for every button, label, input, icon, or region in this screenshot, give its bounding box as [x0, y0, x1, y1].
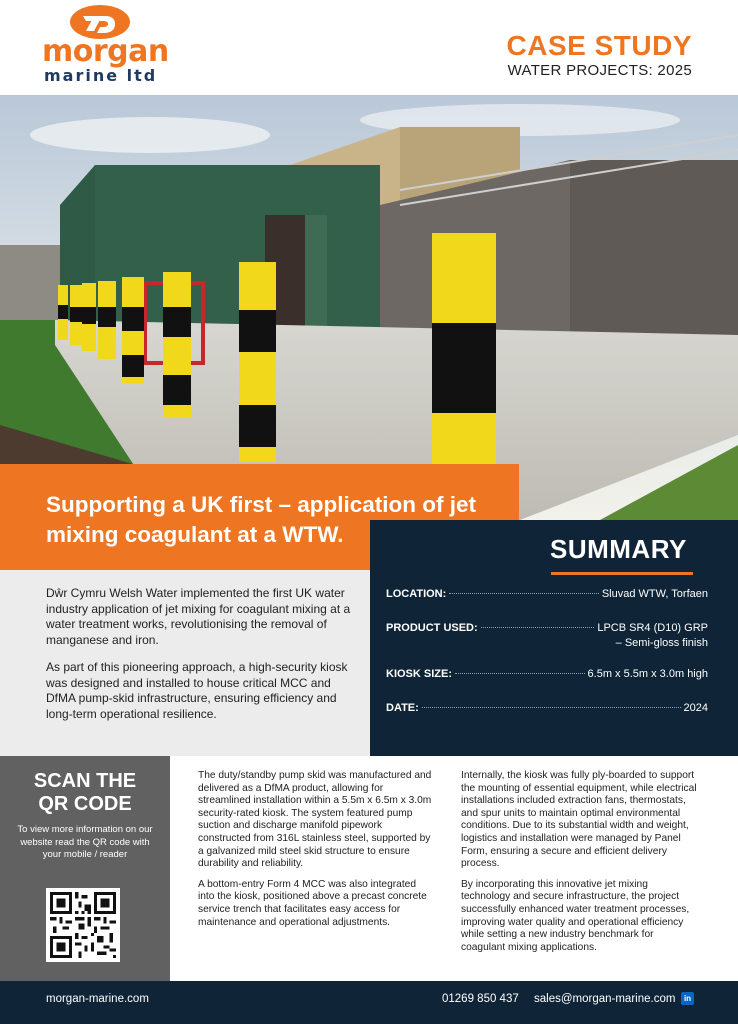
summary-row-date: [386, 702, 708, 714]
summary-label: LOCATION:: [386, 588, 447, 600]
summary-value: 6.5m x 5.5m x 3.0m high: [587, 668, 708, 680]
intro-paragraph-1: Dŵr Cymru Welsh Water implemented the first UK water industry application of jet mixing for coagulant mixing at a water treatment works, revolutionising the removal of manganese and iron.: [46, 586, 351, 647]
qr-code-icon: [50, 892, 116, 958]
footer-phone[interactable]: 01269 850 437: [442, 993, 519, 1005]
summary-value-extra: – Semi-gloss finish: [615, 637, 708, 649]
body-column-2: [461, 770, 697, 962]
qr-title-line2: QR CODE: [38, 793, 132, 815]
case-study-title: CASE STUDY: [506, 30, 692, 61]
header: [0, 0, 738, 95]
summary-row-kiosk-size: [386, 668, 708, 680]
body-column-1: [198, 770, 434, 937]
summary-value: LPCB SR4 (D10) GRP: [597, 622, 708, 634]
summary-value: 2024: [683, 702, 708, 714]
qr-title: [0, 770, 170, 816]
footer-email-link[interactable]: sales@morgan-marine.com: [534, 993, 676, 1005]
qr-instructions: To view more information on our website read the QR code with your mobile / reader: [17, 824, 153, 860]
body-paragraph: A bottom-entry Form 4 MCC was also integrated into the kiosk, positioned above a precast concrete service trench that facilitates easy access for maintenance and operational adjustments.: [198, 878, 427, 928]
dot-leader: [455, 673, 585, 674]
company-logo[interactable]: [34, 4, 174, 88]
summary-row-location: [386, 588, 708, 600]
summary-value: Sluvad WTW, Torfaen: [601, 588, 708, 600]
body-paragraph: By incorporating this innovative jet mixing technology and secure infrastructure, the project successfully enhanced water treatment processes, improving water quality and operational efficiency while setting a new industry benchmark for coagulant mixing applications.: [461, 878, 690, 953]
summary-title: SUMMARY: [550, 534, 687, 564]
summary-label: DATE:: [386, 702, 419, 714]
dot-leader: [449, 593, 599, 594]
logo-text-morgan: morgan: [42, 34, 169, 69]
summary-row-product: [386, 622, 708, 634]
logo-text-marine: marine ltd: [44, 66, 158, 85]
case-study-subtitle: WATER PROJECTS: 2025: [507, 62, 692, 79]
summary-panel: [370, 520, 738, 756]
body-paragraph: The duty/standby pump skid was manufactured and delivered as a DfMA product, allowing for streamlined installation within a 5.5m x 6.5m x 3.0m security-rated kiosk. The system featured pump suction and discharge manifold pipework constructed from 316L stainless steel, supported by a galvanized mild steel skid structure to ensure durability and reliability.: [198, 770, 432, 870]
summary-label: PRODUCT USED:: [386, 622, 478, 634]
qr-code[interactable]: [46, 888, 120, 962]
summary-divider: [551, 572, 693, 575]
body-paragraph: Internally, the kiosk was fully ply-boarded to support the mounting of essential equipment, while electrical installations included extraction fans, thermostats, and spur units to maintain optimal environmental conditions. Due to its substantial width and weight, logistics and installation were managed by Panel Form, ensuring a secure and efficient delivery process.: [461, 770, 697, 870]
linkedin-icon[interactable]: in: [681, 992, 694, 1005]
hero-photo: [0, 95, 738, 520]
summary-label: KIOSK SIZE:: [386, 668, 453, 680]
qr-title-line1: SCAN THE: [33, 770, 137, 792]
footer: [0, 981, 738, 1024]
headline-text: Supporting a UK first – application of jet mixing coagulant at a WTW.: [46, 492, 477, 547]
dot-leader: [422, 707, 681, 708]
footer-website-link[interactable]: morgan-marine.com: [46, 993, 149, 1005]
intro-panel: [0, 570, 370, 756]
dot-leader: [481, 627, 595, 628]
intro-paragraph-2: As part of this pioneering approach, a high-security kiosk was designed and installed to house critical MCC and DfMA pump-skid infrastructure, ensuring efficiency and long-term operational resilience.: [46, 660, 348, 721]
kiosk-site-illustration: [0, 95, 738, 520]
